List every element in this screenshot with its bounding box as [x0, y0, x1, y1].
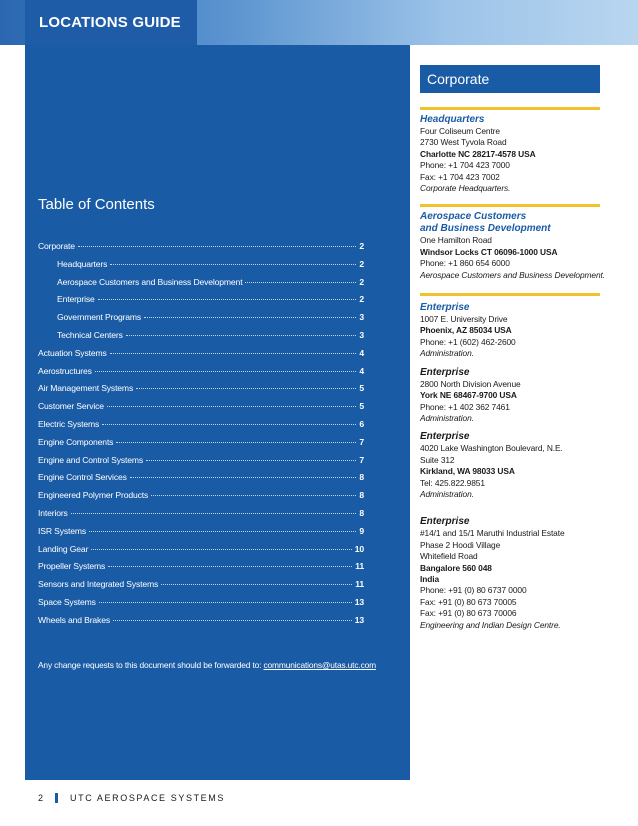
- toc-leader-dots: [161, 584, 352, 585]
- note-text: Any change requests to this document should be forwarded to:: [38, 660, 264, 670]
- toc-entry-label: Actuation Systems: [38, 347, 107, 358]
- toc-leader-dots: [136, 388, 356, 389]
- toc-leader-dots: [245, 282, 356, 283]
- toc-entry[interactable]: [38, 241, 364, 259]
- toc-entry-page: 13: [354, 596, 364, 607]
- address-line: 2730 West Tyvola Road: [420, 137, 507, 148]
- toc-entry[interactable]: [38, 490, 364, 508]
- toc-leader-dots: [144, 317, 356, 318]
- address-line: Fax: +91 (0) 80 673 70005: [420, 596, 517, 607]
- toc-entry-label: Engine Control Services: [38, 472, 127, 483]
- toc-entry-page: 5: [359, 383, 364, 394]
- toc-entry[interactable]: [38, 597, 364, 615]
- toc-entry-page: 2: [359, 276, 364, 287]
- address-line: 4020 Lake Washington Boulevard, N.E.: [420, 443, 563, 454]
- address-line: Charlotte NC 28217-4578 USA: [420, 148, 536, 159]
- address-line: Administration.: [420, 488, 474, 499]
- toc-entry-page: 7: [359, 454, 364, 465]
- address-line: 2800 North Division Avenue: [420, 378, 521, 389]
- address-line: Whitefield Road: [420, 551, 478, 562]
- toc-entry[interactable]: [38, 455, 364, 473]
- toc-entry[interactable]: [38, 508, 364, 526]
- address-line: Phone: +1 402 362 7461: [420, 401, 510, 412]
- page-number: 2: [38, 793, 44, 803]
- toc-entry[interactable]: [38, 544, 364, 562]
- toc-entry-label: Aerostructures: [38, 365, 92, 376]
- toc-entry[interactable]: [38, 437, 364, 455]
- page-title: LOCATIONS GUIDE: [39, 14, 181, 31]
- toc-leader-dots: [116, 442, 356, 443]
- address-line: Phoenix, AZ 85034 USA: [420, 325, 512, 336]
- toc-list: [38, 241, 364, 633]
- header-title-tab: [25, 0, 197, 45]
- toc-entry-page: 8: [359, 472, 364, 483]
- enterprise-kirkland: [420, 431, 600, 504]
- address-line: Administration.: [420, 412, 474, 423]
- toc-entry-label: Customer Service: [38, 401, 104, 412]
- enterprise-title: Enterprise: [420, 431, 470, 443]
- toc-entry-label: Engineered Polymer Products: [38, 490, 149, 501]
- address-line: Corporate Headquarters.: [420, 183, 511, 194]
- toc-entry[interactable]: [38, 366, 364, 384]
- toc-leader-dots: [98, 299, 357, 300]
- address-line: Fax: +91 (0) 80 673 70006: [420, 608, 517, 619]
- toc-entry-label: Enterprise: [57, 294, 95, 305]
- address-line: One Hamilton Road: [420, 235, 492, 246]
- toc-entry-page: 11: [355, 561, 364, 572]
- address-line: York NE 68467-9700 USA: [420, 390, 517, 401]
- aerospace-title-2: and Business Development: [420, 223, 551, 235]
- toc-entry-page: 8: [359, 490, 364, 501]
- toc-entry-label: Sensors and Integrated Systems: [38, 579, 159, 590]
- corporate-banner: Corporate: [420, 65, 600, 93]
- address-line: Fax: +1 704 423 7002: [420, 171, 500, 182]
- toc-entry-page: 2: [359, 241, 364, 251]
- hq-section: [420, 114, 600, 198]
- toc-entry-page: 3: [359, 329, 364, 340]
- toc-entry-page: 7: [359, 436, 364, 447]
- toc-leader-dots: [113, 620, 352, 621]
- toc-leader-dots: [78, 246, 356, 247]
- toc-entry-label: Technical Centers: [57, 329, 123, 340]
- address-line: Aerospace Customers and Business Development.: [420, 269, 605, 280]
- toc-entry-label: Wheels and Brakes: [38, 614, 110, 625]
- toc-entry-page: 8: [359, 507, 364, 518]
- toc-leader-dots: [99, 602, 352, 603]
- toc-title: Table of Contents: [38, 196, 155, 213]
- toc-entry[interactable]: [38, 259, 364, 277]
- footer-brand: UTC AEROSPACE SYSTEMS: [70, 793, 225, 803]
- corporate-column: [420, 65, 605, 635]
- toc-entry[interactable]: [38, 383, 364, 401]
- toc-entry[interactable]: [38, 348, 364, 366]
- toc-entry[interactable]: [38, 561, 364, 579]
- aerospace-section: [420, 211, 605, 285]
- toc-leader-dots: [110, 353, 357, 354]
- address-line: Phone: +91 (0) 80 6737 0000: [420, 585, 527, 596]
- footer: [38, 793, 225, 803]
- toc-entry-page: 10: [354, 543, 364, 554]
- toc-entry-label: Interiors: [38, 507, 68, 518]
- toc-leader-dots: [102, 424, 356, 425]
- email-link[interactable]: communications@utas.utc.com: [263, 660, 376, 670]
- toc-leader-dots: [110, 264, 356, 265]
- toc-entry[interactable]: [38, 401, 364, 419]
- change-request-note: [38, 660, 398, 670]
- header-banner: [0, 0, 638, 45]
- toc-leader-dots: [130, 477, 357, 478]
- toc-entry-page: 11: [355, 579, 364, 590]
- toc-leader-dots: [146, 460, 356, 461]
- address-line: Phone: +1 860 654 6000: [420, 258, 510, 269]
- toc-entry-page: 6: [359, 418, 364, 429]
- toc-entry[interactable]: [38, 579, 364, 597]
- address-line: Windsor Locks CT 06096-1000 USA: [420, 246, 558, 257]
- enterprise-title: Enterprise: [420, 366, 470, 378]
- toc-entry-page: 13: [354, 614, 364, 625]
- toc-entry[interactable]: [38, 419, 364, 437]
- toc-entry-label: Corporate: [38, 241, 75, 251]
- toc-entry-page: 9: [359, 525, 364, 536]
- toc-entry-label: Engine and Control Systems: [38, 454, 144, 465]
- toc-entry-label: Air Management Systems: [38, 383, 134, 394]
- toc-leader-dots: [91, 549, 351, 550]
- address-line: Suite 312: [420, 454, 455, 465]
- toc-entry-label: Aerospace Customers and Business Development: [57, 276, 243, 287]
- toc-entry-label: Engine Components: [38, 436, 114, 447]
- toc-entry-label: Electric Systems: [38, 418, 100, 429]
- toc-entry-page: 3: [359, 312, 364, 323]
- enterprise-bangalore: [420, 516, 600, 635]
- toc-entry-label: Headquarters: [57, 258, 108, 269]
- toc-entry-page: 4: [359, 347, 364, 358]
- toc-leader-dots: [107, 406, 356, 407]
- toc-leader-dots: [71, 513, 357, 514]
- hq-title: Headquarters: [420, 114, 485, 125]
- toc-entry[interactable]: [38, 312, 364, 330]
- address-line: Four Coliseum Centre: [420, 126, 500, 136]
- enterprise-phoenix: [420, 302, 600, 364]
- address-line: Administration.: [420, 348, 474, 359]
- address-line: Phone: +1 (602) 462-2600: [420, 336, 516, 347]
- toc-entry-label: Government Programs: [57, 312, 142, 323]
- toc-leader-dots: [89, 531, 356, 532]
- toc-entry-page: 2: [359, 294, 364, 305]
- address-line: Kirkland, WA 98033 USA: [420, 466, 515, 477]
- address-line: India: [420, 573, 440, 584]
- toc-entry[interactable]: [38, 472, 364, 490]
- enterprise-york: [420, 367, 600, 429]
- toc-leader-dots: [151, 495, 356, 496]
- address-line: Tel: 425.822.9851: [420, 477, 485, 488]
- toc-entry-label: Landing Gear: [38, 543, 89, 554]
- footer-divider: [55, 793, 58, 803]
- toc-entry-page: 5: [359, 401, 364, 412]
- address-line: #14/1 and 15/1 Maruthi Industrial Estate: [420, 528, 565, 539]
- toc-leader-dots: [126, 335, 357, 336]
- toc-entry[interactable]: [38, 330, 364, 348]
- toc-entry-label: Propeller Systems: [38, 561, 106, 572]
- address-line: Engineering and Indian Design Centre.: [420, 619, 561, 630]
- toc-leader-dots: [95, 371, 357, 372]
- address-line: Phase 2 Hoodi Village: [420, 539, 501, 550]
- enterprise-title: Enterprise: [420, 516, 470, 528]
- toc-entry-label: ISR Systems: [38, 525, 87, 536]
- toc-entry[interactable]: [38, 277, 364, 295]
- toc-entry-label: Space Systems: [38, 596, 96, 607]
- toc-entry-page: 4: [359, 365, 364, 376]
- address-line: Phone: +1 704 423 7000: [420, 160, 510, 171]
- enterprise-title: Enterprise: [420, 302, 470, 314]
- address-line: Bangalore 560 048: [420, 562, 492, 573]
- toc-entry[interactable]: [38, 615, 364, 633]
- aerospace-title-1: Aerospace Customers: [420, 211, 527, 223]
- toc-entry[interactable]: [38, 294, 364, 312]
- toc-leader-dots: [108, 566, 352, 567]
- address-line: 1007 E. University Drive: [420, 314, 508, 325]
- toc-entry-page: 2: [359, 258, 364, 269]
- toc-entry[interactable]: [38, 526, 364, 544]
